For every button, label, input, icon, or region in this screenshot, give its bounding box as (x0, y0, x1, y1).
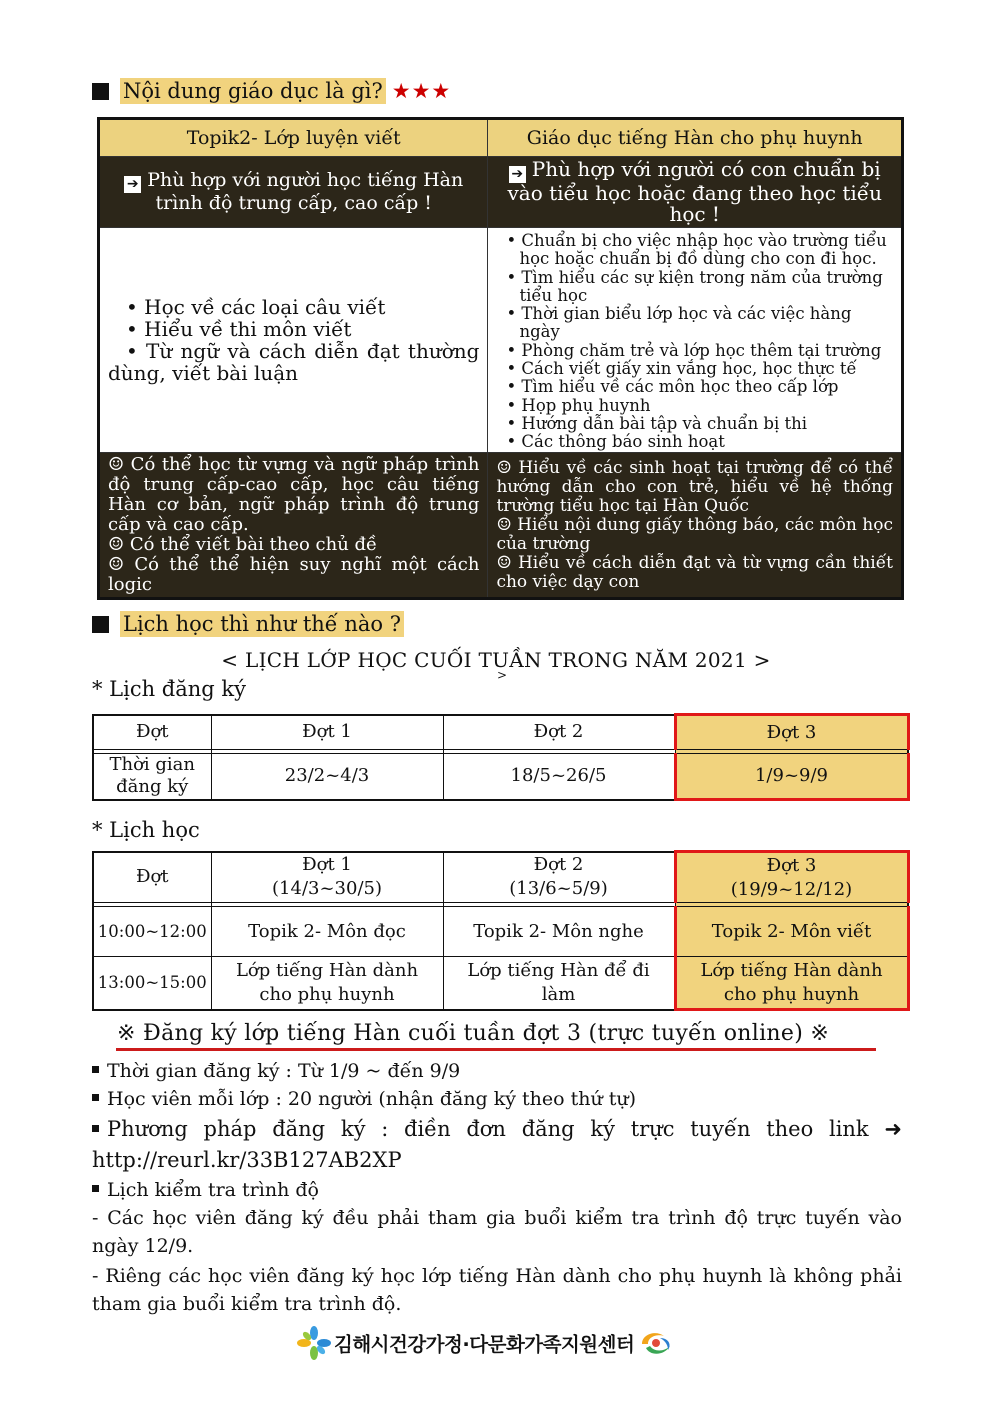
intro-left (99, 157, 488, 228)
header-cell (443, 852, 675, 903)
outcome-item: ☺ Có thể thể hiện suy nghĩ một cách logic (108, 553, 480, 595)
section-title: Lịch học thì như thế nào ? (120, 611, 404, 637)
row-label: Thời gian đăng ký (93, 754, 211, 800)
class-schedule-table (92, 850, 910, 1011)
family-center-logo-icon (638, 1328, 674, 1358)
notice-underline (116, 1048, 876, 1051)
table-cell-highlight: Topik 2- Môn viết (675, 907, 908, 957)
arrow-right-icon: ➔ (509, 166, 526, 183)
list-item: • Phòng chăm trẻ và lớp học thêm tại trường (506, 340, 882, 360)
header-cell: Đợt 2 (443, 715, 675, 750)
column-header-writing: Topik2- Lớp luyện viết (99, 119, 488, 157)
intro-right (488, 157, 903, 228)
right-topics (488, 228, 903, 453)
header-round: Đợt 1 (302, 854, 352, 876)
header-dates: (13/6~5/9) (509, 878, 608, 900)
header-cell (211, 852, 443, 903)
table-cell: Topik 2- Môn nghe (443, 907, 675, 957)
column-header-parents: Giáo dục tiếng Hàn cho phụ huynh (488, 119, 903, 157)
info-capacity (92, 1088, 636, 1110)
list-item: • Thời gian biểu lớp học và các việc hàng ngày (506, 304, 852, 342)
list-item: • Các thông báo sinh hoạt (506, 432, 725, 452)
square-bullet-icon (92, 83, 109, 100)
intro-right-text: Phù hợp với người có con chuẩn bị vào tiểu học hoặc đang theo học tiểu học ! (507, 157, 882, 226)
outcome-item: ☺ Hiểu nội dung giấy thông báo, các môn học của trường (496, 514, 893, 554)
header-dates: (14/3~30/5) (272, 878, 382, 900)
square-bullet-icon (92, 1185, 99, 1192)
square-bullet-icon (92, 1094, 99, 1101)
square-bullet-icon (92, 616, 109, 633)
header-round: Đợt 3 (766, 854, 817, 876)
list-item: • Chuẩn bị cho việc nhập học vào trường tiểu học hoặc chuẩn bị đồ dùng cho con đi học. (506, 231, 887, 269)
info-text: Học viên mỗi lớp : 20 người (nhận đăng ký theo thứ tự) (107, 1088, 637, 1110)
square-bullet-icon (92, 1066, 99, 1073)
schedule-title: < LỊCH LỚP HỌC CUỐI TUẦN TRONG NĂM 2021 > (221, 648, 771, 672)
flower-logo-icon (296, 1325, 332, 1361)
schedule-title-mark: > (497, 668, 508, 682)
list-item: • Tìm hiểu về các môn học theo cấp lớp (506, 377, 839, 397)
header-round: Đợt 2 (533, 854, 584, 876)
section-heading-schedule (92, 611, 404, 637)
info-test-title (92, 1179, 319, 1201)
info-text: Lịch kiểm tra trình độ (107, 1179, 319, 1201)
header-dates: (19/9~12/12) (730, 878, 853, 900)
arrow-right-icon: ➔ (124, 176, 141, 193)
outcome-item: ☺ Có thể viết bài theo chủ đề (108, 533, 378, 555)
left-topics (99, 228, 488, 453)
outcome-item: ☺ Hiểu về cách diễn đạt và từ vựng cần thiết cho việc dạy con (496, 552, 893, 592)
table-cell: Topik 2- Môn đọc (211, 907, 443, 957)
classes-label: * Lịch học (92, 818, 200, 842)
header-cell-highlight: Đợt 3 (675, 715, 908, 750)
table-cell: Lớp tiếng Hàn để đi làm (443, 957, 675, 1010)
outcome-item: ☺ Có thể học từ vựng và ngữ pháp trình độ trung cấp-cao cấp, học câu tiếng Hàn cơ bản, ngữ pháp trình độ trung cấp và cao cấp. (108, 453, 480, 535)
table-cell: 23/2~4/3 (211, 754, 443, 800)
outcome-item: ☺ Hiểu về các sinh hoạt tại trường để có thể hướng dẫn cho con trẻ, hiểu về hệ thống trường tiểu học tại Hàn Quốc (496, 457, 893, 516)
section-heading-content (92, 78, 451, 104)
header-cell: Đợt (93, 852, 211, 903)
course-content-table (97, 117, 904, 600)
list-item: • Tìm hiểu các sự kiện trong năm của trường tiểu học (506, 267, 883, 305)
list-item: • Hướng dẫn bài tập và chuẩn bị thi (506, 413, 808, 433)
header-cell: Đợt (93, 715, 211, 750)
square-bullet-icon (92, 1125, 99, 1132)
time-cell: 10:00~12:00 (93, 907, 211, 957)
registration-label: * Lịch đăng ký (92, 677, 246, 701)
intro-left-text: Phù hợp với người học tiếng Hàn trình độ trung cấp, cao cấp ! (147, 169, 464, 214)
outcomes-left (99, 452, 488, 598)
info-method (92, 1114, 902, 1176)
table-cell-highlight: Lớp tiếng Hàn dành cho phụ huynh (675, 957, 908, 1010)
info-text: Thời gian đăng ký : Từ 1/9 ~ đến 9/9 (107, 1060, 461, 1082)
table-cell: Lớp tiếng Hàn dành cho phụ huynh (211, 957, 443, 1010)
list-item: • Từ ngữ và cách diễn đạt thường dùng, viết bài luận (108, 338, 480, 385)
header-cell: Đợt 1 (211, 715, 443, 750)
list-item: • Hiểu về thi môn viết (126, 316, 352, 341)
table-cell-highlight: 1/9~9/9 (675, 754, 908, 800)
table-cell: 18/5~26/5 (443, 754, 675, 800)
header-cell-highlight (675, 852, 908, 903)
time-cell: 13:00~15:00 (93, 957, 211, 1010)
organization-name: 김해시건강가정·다문화가족지원센터 (334, 1333, 635, 1356)
list-item: • Học về các loại câu viết (126, 294, 386, 319)
registration-table (92, 713, 910, 801)
footer-logo (296, 1325, 674, 1361)
info-reg-time (92, 1060, 460, 1082)
registration-notice: ※ Đăng ký lớp tiếng Hàn cuối tuần đợt 3 (trực tuyến online) ※ (117, 1021, 830, 1046)
list-item: • Họp phụ huynh (506, 395, 651, 415)
outcomes-right (488, 452, 903, 598)
info-test-line2: - Riêng các học viên đăng ký học lớp tiếng Hàn dành cho phụ huynh là không phải tham gia buổi kiểm tra trình độ. (92, 1265, 902, 1315)
info-text: Phương pháp đăng ký : điền đơn đăng ký trực tuyến theo link ➜ http://reurl.kr/33B127AB2XP (92, 1117, 902, 1172)
star-rating: ★★★ (391, 79, 452, 103)
info-test-line1: - Các học viên đăng ký đều phải tham gia buổi kiểm tra trình độ trực tuyến vào ngày 12/9. (92, 1207, 902, 1257)
section-title: Nội dung giáo dục là gì? (120, 78, 386, 104)
list-item: • Cách viết giấy xin vắng học, học thực tế (506, 359, 857, 379)
